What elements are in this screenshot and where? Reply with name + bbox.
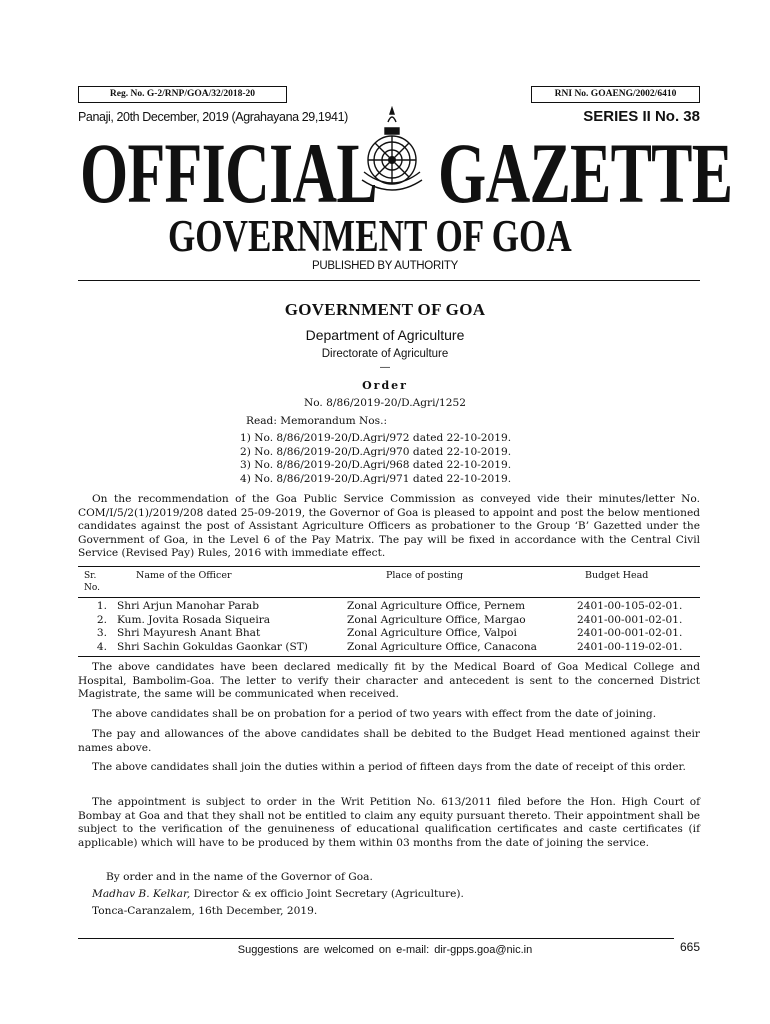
memorandum-item: 3) No. 8/86/2019-20/D.Agri/968 dated 22-10-2019. [240,459,512,471]
directorate-name: Directorate of Agriculture [321,348,449,360]
place-date: Tonca-Caranzalem, 16th December, 2019. [92,905,318,917]
department-name: Department of Agriculture [305,327,465,343]
table-row: 1. Shri Arjun Manohar Parab Zonal Agriculture Office, Pernem 2401-00-105-02-01. [96,600,683,612]
signatory-name: Madhav B. Kelkar, [92,888,191,900]
separator-dash: — [380,362,390,373]
paragraph-medical: The above candidates have been declared medically fit by the Medical Board of Goa Medical College and Hospital, Bambolim-Goa. The letter to verify their character and antecedent is sent to the concerned District Magistrate, the same will be communicated when received. [78,661,700,700]
memorandum-list [240,432,511,486]
paragraph-appointment: On the recommendation of the Goa Public Service Commission as conveyed vide their minutes/letter No. COM/I/5/2(1)/2019/208 dated 25-09-2019, the Governor of Goa is pleased to appoint and post the below mentioned candidates against the post of Assistant Agriculture Officers as probationer to the Group ‘B’ Gazetted under the Government of Goa, in the Level 6 of the Pay Matrix. The pay will be fixed in accordance with the Central Civil Service (Revised Pay) Rules, 2016 with immediate effect. [78,493,700,559]
table-row: 3. Shri Mayuresh Anant Bhat Zonal Agriculture Office, Valpoi 2401-00-001-02-01. [96,627,683,639]
memorandum-item: 4) No. 8/86/2019-20/D.Agri/971 dated 22-10-2019. [240,472,512,485]
paragraph-writ-petition: The appointment is subject to order in the Writ Petition No. 613/2011 filed before the Hon. High Court of Bombay at Goa and that they shall not be entitled to claim any equity pursuant thereto. Their appointment shall be subject to the verification of the genuineness of educational qualification certificates and caste certificates (if applicable) which will have to be produced by them within 03 months from the date of joining the service. [78,796,700,849]
page-number: 665 [679,940,700,954]
published-by-authority: PUBLISHED BY AUTHORITY [312,260,458,272]
memorandum-item: 1) No. 8/86/2019-20/D.Agri/972 dated 22-10-2019. [240,432,512,444]
read-memorandum-label: Read: Memorandum Nos.: [246,415,388,427]
rni-number: RNI No. GOAENG/2002/6410 [531,86,700,103]
table-header-rule [78,597,700,598]
header-rule [78,280,700,281]
body-heading: GOVERNMENT OF GOA [284,300,486,319]
table-top-rule [78,566,700,567]
table-row: 4. Shri Sachin Gokuldas Gaonkar (ST) Zonal Agriculture Office, Canacona 2401-00-119-02-01. [96,640,683,653]
table-row: 2. Kum. Jovita Rosada Siqueira Zonal Agriculture Office, Margao 2401-00-001-02-01. [96,613,683,626]
registration-number: Reg. No. G-2/RNP/GOA/32/2018-20 [78,86,287,103]
signatory [92,888,464,902]
table-header-name: Name of the Officer [136,570,232,581]
paragraph-join-duties: The above candidates shall join the duties within a period of fifteen days from the date of receipt of this order. [92,761,686,773]
paragraph-probation: The above candidates shall be on probation for a period of two years with effect from the date of joining. [92,708,657,720]
footer-suggestions: Suggestions are welcomed on e-mail: dir-gpps.goa@nic.in [237,944,533,956]
signatory-title: Director & ex officio Joint Secretary (Agriculture). [190,888,464,900]
memorandum-item: 2) No. 8/86/2019-20/D.Agri/970 dated 22-10-2019. [240,445,512,458]
table-header-budget: Budget Head [585,570,649,581]
footer-rule [78,938,674,939]
order-title: Order [362,379,408,392]
issue-date-line: Panaji, 20th December, 2019 (Agrahayana 29,1941) [78,110,348,124]
paragraph-pay: The pay and allowances of the above candidates shall be debited to the Budget Head mentioned against their names above. [78,728,700,754]
officers-table [78,600,700,654]
series-number: SERIES II No. 38 [583,108,700,125]
gazette-title-official: OFFICIAL [80,125,377,221]
closing-line: By order and in the name of the Governor of Goa. [106,871,373,883]
table-header-place: Place of posting [386,570,464,581]
gazette-title-gazette: GAZETTE [438,125,733,221]
order-number: No. 8/86/2019-20/D.Agri/1252 [303,397,467,409]
table-header-sr: Sr. No. [84,571,100,593]
government-subtitle: GOVERNMENT OF GOA [168,211,572,261]
table-bottom-rule [78,656,700,657]
